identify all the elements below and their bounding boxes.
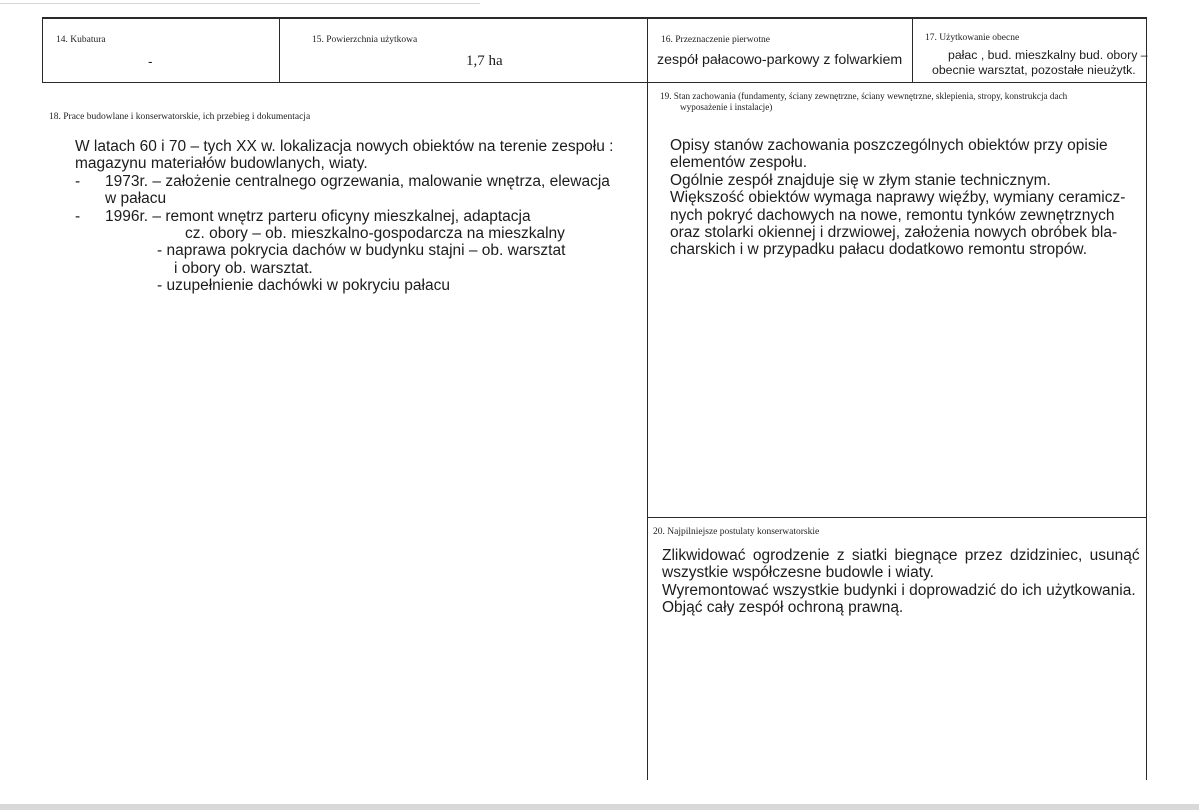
- postulaty-line: Zlikwidować ogrodzenie z siatki biegnące przez dzidziniec, usunąć: [662, 547, 1140, 564]
- rule-left: [42, 17, 43, 83]
- kubatura-value: -: [148, 54, 153, 69]
- stan-line: oraz stolarki okiennej i drzwiowej, założenia nowych obróbek bla-: [670, 224, 1118, 242]
- dash-marker: -: [75, 207, 81, 225]
- dash-marker: -: [75, 172, 81, 190]
- rule-top: [42, 17, 1146, 19]
- uzytkowanie-value-1: pałac , bud. mieszkalny bud. obory –: [948, 48, 1148, 62]
- postulaty-line: Objąć cały zespół ochroną prawną.: [662, 599, 904, 617]
- powierzchnia-value: 1,7 ha: [466, 53, 503, 69]
- prace-line: - uzupełnienie dachówki w pokryciu pałacu: [157, 277, 450, 295]
- prace-line: 1996r. – remont wnętrz parteru oficyny mieszkalnej, adaptacja: [105, 207, 531, 225]
- rule-header-bottom: [42, 82, 1146, 83]
- rule-col-16: [647, 17, 648, 780]
- rule-col-17: [912, 17, 913, 83]
- postulaty-line: wszystkie współczesne budowle i wiaty.: [662, 564, 934, 582]
- stan-zachowania-label-1: 19. Stan zachowania (fundamenty, ściany zewnętrzne, ściany wewnętrzne, sklepienia, stropy, konstrukcja dach: [660, 91, 1068, 101]
- postulaty-line: Wyremontować wszystkie budynki i doprowadzić do ich użytkowania.: [662, 581, 1136, 599]
- stan-line: elementów zespołu.: [670, 154, 807, 172]
- prace-line: i obory ob. warsztat.: [174, 259, 313, 277]
- przeznaczenie-label: 16. Przeznaczenie pierwotne: [661, 35, 770, 45]
- prace-line: - naprawa pokrycia dachów w budynku stajni – ob. warsztat: [157, 242, 566, 260]
- prace-line: cz. obory – ob. mieszkalno-gospodarcza na mieszkalny: [185, 225, 565, 243]
- postulaty-text: [662, 547, 1140, 617]
- stan-line: nych pokryć dachowych na nowe, remontu tynków zewnętrznych: [670, 206, 1115, 224]
- stan-zachowania-label-2: wyposażenie i instalacje): [680, 102, 773, 112]
- uzytkowanie-label: 17. Użytkowanie obecne: [925, 33, 1020, 43]
- stan-line: charskich i w przypadku pałacu dodatkowo remontu stropów.: [670, 241, 1087, 259]
- rule-s20-top: [647, 517, 1146, 518]
- scan-edge-bottom: [0, 804, 1199, 810]
- stan-line: Opisy stanów zachowania poszczególnych obiektów przy opisie: [670, 137, 1108, 154]
- prace-line: w pałacu: [105, 190, 167, 208]
- kubatura-label: 14. Kubatura: [56, 35, 106, 45]
- prace-line: W latach 60 i 70 – tych XX w. lokalizacja nowych obiektów na terenie zespołu :: [75, 138, 614, 155]
- stan-zachowania-text: [670, 137, 1125, 259]
- uzytkowanie-value-2: obecnie warsztat, pozostałe nieużytk.: [932, 63, 1136, 77]
- scan-edge-top: [0, 0, 480, 4]
- rule-col-15: [279, 17, 280, 83]
- rule-right: [1146, 17, 1147, 780]
- prace-budowlane-label: 18. Prace budowlane i konserwatorskie, ich przebieg i dokumentacja: [49, 112, 311, 122]
- prace-line: magazynu materiałów budowlanych, wiaty.: [75, 155, 368, 173]
- stan-line: Ogólnie zespół znajduje się w złym stanie technicznym.: [670, 171, 1051, 189]
- stan-line: Większość obiektów wymaga naprawy więźby, wymiany ceramicz-: [670, 189, 1126, 207]
- postulaty-label: 20. Najpilniejsze postulaty konserwatorskie: [653, 527, 820, 537]
- prace-budowlane-text: [75, 138, 613, 295]
- powierzchnia-label: 15. Powierzchnia użytkowa: [312, 35, 418, 45]
- przeznaczenie-value: zespół pałacowo-parkowy z folwarkiem: [657, 52, 903, 68]
- prace-line: 1973r. – założenie centralnego ogrzewania, malowanie wnętrza, elewacja: [105, 172, 610, 190]
